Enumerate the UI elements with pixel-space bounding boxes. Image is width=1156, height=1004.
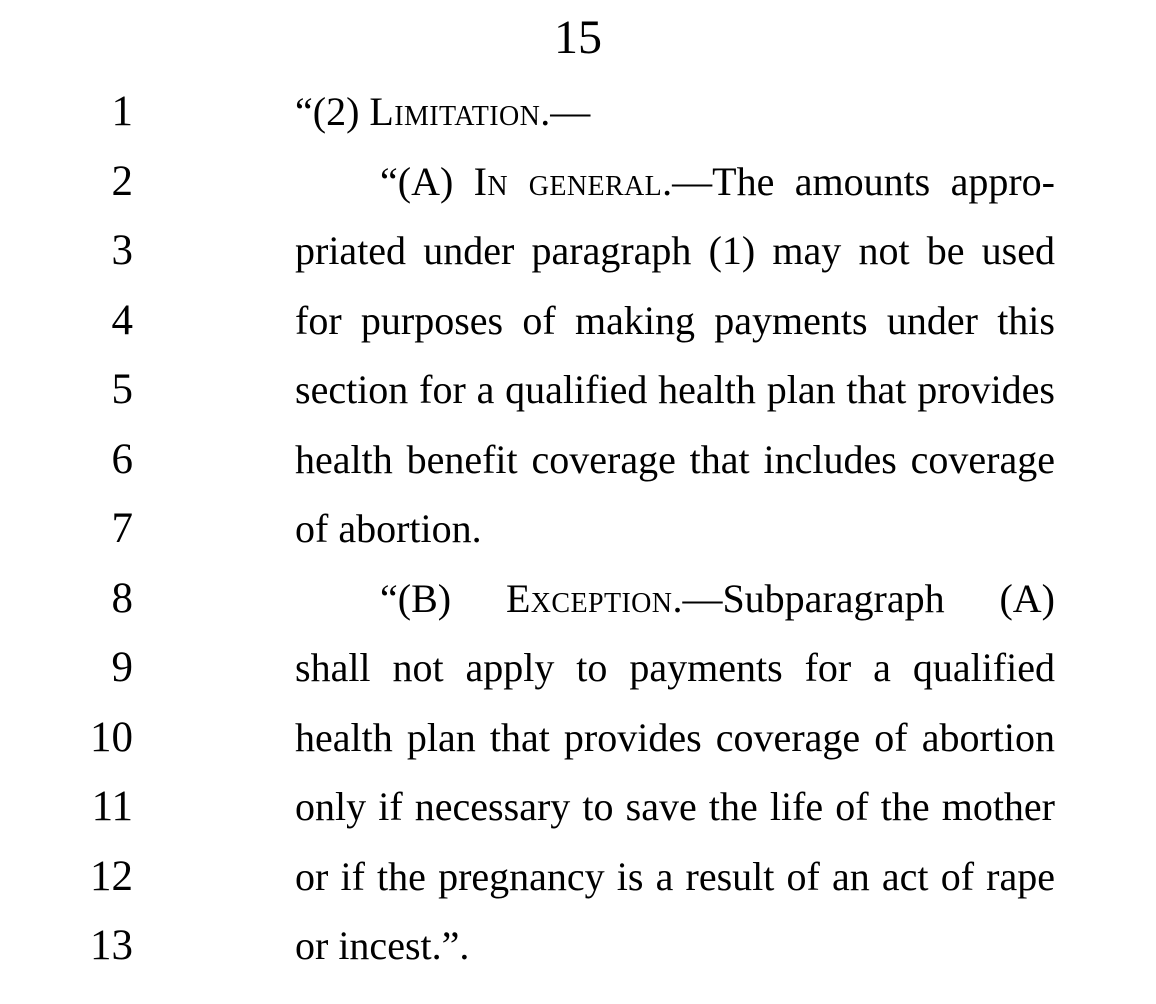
line-number: 9 [111, 644, 133, 691]
line-number: 2 [111, 157, 133, 205]
line-number: 7 [111, 505, 133, 552]
bill-line [0, 564, 1156, 634]
text-segment: only if necessary to save the life of the mother [295, 784, 1055, 829]
bill-text-body [0, 77, 1156, 981]
small-caps-heading: Exception [505, 575, 673, 621]
text-segment: “(A) [380, 158, 474, 204]
text-segment: section for a qualified health plan that provides [295, 367, 1055, 412]
text-segment: .— [540, 89, 591, 134]
bill-line [0, 147, 1156, 217]
line-number: 3 [111, 227, 133, 274]
bill-line [0, 842, 1156, 912]
line-text [295, 355, 1055, 425]
text-segment: health benefit coverage that includes coverage [295, 436, 1055, 482]
line-text [295, 425, 1055, 495]
text-segment: “(B) [380, 575, 506, 621]
bill-line [0, 425, 1156, 495]
line-number: 5 [111, 366, 133, 413]
line-text [295, 147, 1055, 217]
small-caps-heading: In general [473, 158, 663, 204]
text-segment: of abortion. [295, 506, 482, 551]
line-text [295, 286, 1055, 356]
bill-line [0, 911, 1156, 981]
line-text [295, 842, 1055, 912]
line-number: 13 [90, 922, 133, 969]
line-text [295, 633, 1055, 703]
text-segment: shall not apply to payments for a qualified [295, 645, 1055, 690]
page-number: 15 [554, 11, 602, 64]
line-number: 11 [91, 783, 133, 830]
text-segment: “(2) [295, 89, 370, 134]
text-segment: priated under paragraph (1) may not be used [295, 228, 1055, 273]
text-segment: or if the pregnancy is a result of an act of rape [295, 853, 1055, 899]
bill-line [0, 633, 1156, 703]
line-number: 10 [90, 713, 133, 761]
line-number: 8 [111, 574, 133, 622]
line-text [295, 77, 1055, 147]
text-segment: health plan that provides coverage of abortion [295, 714, 1055, 760]
line-text [295, 703, 1055, 773]
line-text [295, 911, 1055, 981]
line-number: 4 [111, 296, 133, 344]
bill-line [0, 703, 1156, 773]
text-segment: or incest.”. [295, 923, 470, 968]
line-text [295, 772, 1055, 842]
bill-line [0, 355, 1156, 425]
bill-line [0, 494, 1156, 564]
line-text [295, 564, 1055, 634]
bill-line [0, 286, 1156, 356]
line-number: 1 [111, 88, 133, 135]
line-number: 12 [90, 852, 133, 900]
text-segment: .—Subparagraph (A) [672, 575, 1055, 621]
line-text [295, 216, 1055, 286]
bill-line [0, 77, 1156, 147]
text-segment: .—The amounts appro- [662, 158, 1055, 204]
bill-line [0, 772, 1156, 842]
small-caps-heading: Limitation [369, 89, 541, 134]
bill-line [0, 216, 1156, 286]
line-text [295, 494, 1055, 564]
text-segment: for purposes of making payments under this [295, 297, 1055, 343]
line-number: 6 [111, 435, 133, 483]
